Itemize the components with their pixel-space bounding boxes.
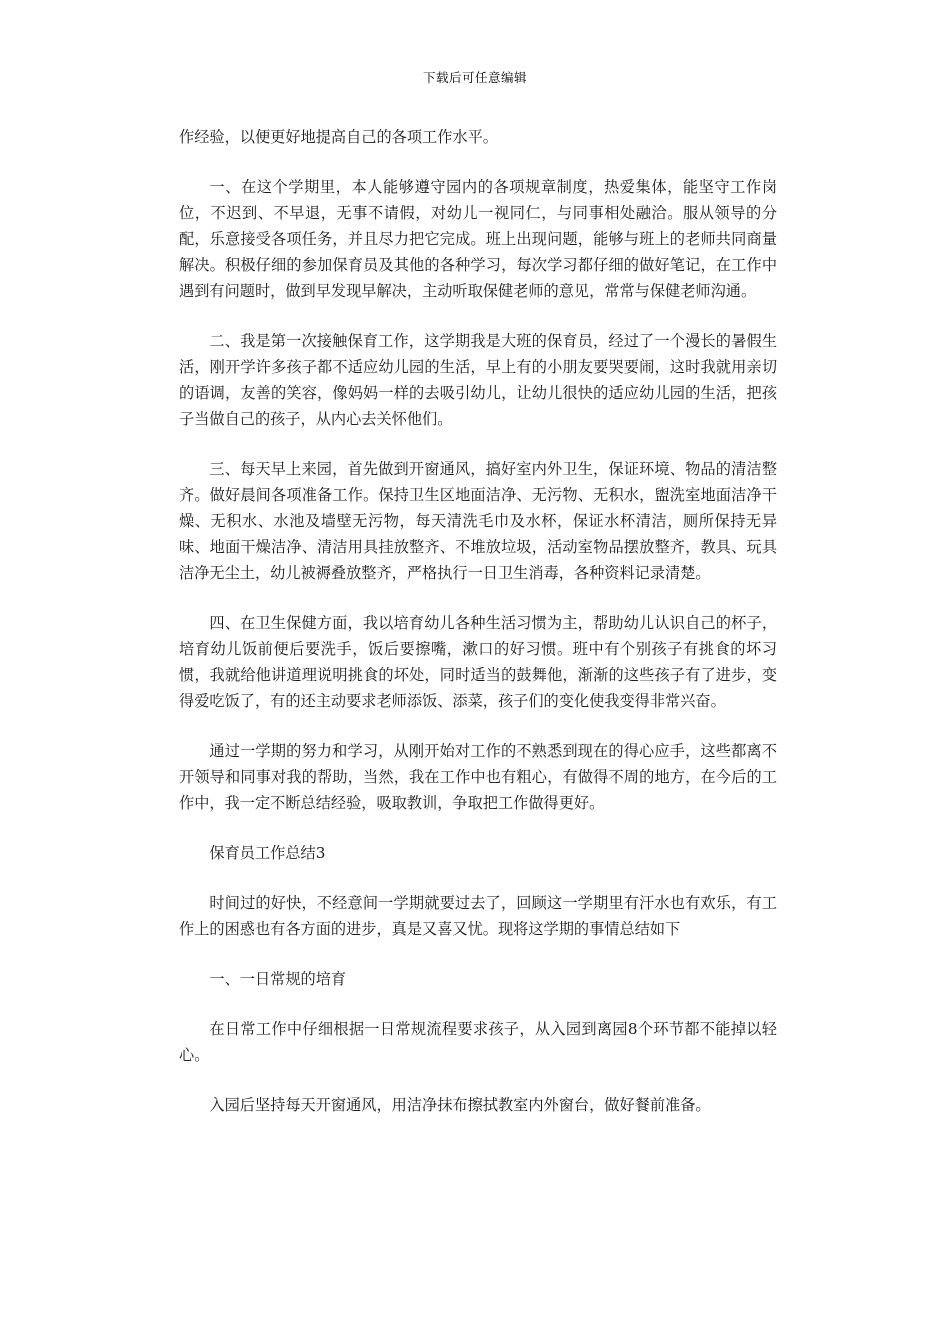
paragraph-intro: 时间过的好快，不经意间一学期就要过去了，回顾这一学期里有汗水也有欢乐，有工作上的困惑也有各方面的进步，真是又喜又忧。现将这学期的事情总结如下 [179, 894, 777, 938]
paragraph-continuation: 作经验，以便更好地提高自己的各项工作水平。 [179, 128, 498, 146]
paragraph-conclusion: 通过一学期的努力和学习，从刚开始对工作的不熟悉到现在的得心应手，这些都离不开领导和同事对我的帮助，当然，我在工作中也有粗心，有做得不周的地方，在今后的工作中，我一定不断总结经验，吸取教训，争取把工作做得更好。 [179, 742, 777, 812]
subsection-heading: 一、一日常规的培育 [209, 970, 347, 988]
paragraph-section-2: 二、我是第一次接触保育工作，这学期我是大班的保育员，经过了一个漫长的暑假生活，刚开学许多孩子都不适应幼儿园的生活，早上有的小朋友要哭要闹，这时我就用亲切的语调，友善的笑容，像妈妈一样的去吸引幼儿，让幼儿很快的适应幼儿园的生活，把孩子当做自己的孩子，从内心去关怀他们。 [179, 332, 777, 428]
page-header: 下载后可任意编辑 [422, 70, 527, 85]
paragraph-routine: 在日常工作中仔细根据一日常规流程要求孩子，从入园到离园8个环节都不能掉以轻心。 [179, 1020, 777, 1064]
document-body [179, 124, 777, 1142]
paragraph-section-3: 三、每天早上来园，首先做到开窗通风，搞好室内外卫生，保证环境、物品的清洁整齐。做好晨间各项准备工作。保持卫生区地面洁净、无污物、无积水，盥洗室地面洁净干燥、无积水、水池及墙壁无污物，每天清洗毛巾及水杯，保证水杯清洁，厕所保持无异味、地面干燥洁净、清洁用具挂放整齐、不堆放垃圾，活动室物品摆放整齐，教具、玩具洁净无尘土，幼儿被褥叠放整齐，严格执行一日卫生消毒，各种资料记录清楚。 [179, 460, 777, 582]
paragraph-arrival: 入园后坚持每天开窗通风，用洁净抹布擦拭教室内外窗台，做好餐前准备。 [209, 1096, 711, 1114]
paragraph-section-4: 四、在卫生保健方面，我以培育幼儿各种生活习惯为主，帮助幼儿认识自己的杯子，培育幼儿饭前便后要洗手，饭后要擦嘴，漱口的好习惯。班中有个别孩子有挑食的坏习惯，我就给他讲道理说明挑食的坏处，同时适当的鼓舞他，渐渐的这些孩子有了进步，变得爱吃饭了，有的还主动要求老师添饭、添菜，孩子们的变化使我变得非常兴奋。 [179, 614, 777, 710]
section-title: 保育员工作总结3 [209, 844, 326, 862]
paragraph-section-1: 一、在这个学期里，本人能够遵守园内的各项规章制度，热爱集体，能坚守工作岗位，不迟到、不早退，无事不请假，对幼儿一视同仁，与同事相处融洽。服从领导的分配，乐意接受各项任务，并且尽力把它完成。班上出现问题，能够与班上的老师共同商量解决。积极仔细的参加保育员及其他的各种学习，每次学习都仔细的做好笔记，在工作中遇到有问题时，做到早发现早解决，主动听取保健老师的意见，常常与保健老师沟通。 [179, 178, 777, 300]
